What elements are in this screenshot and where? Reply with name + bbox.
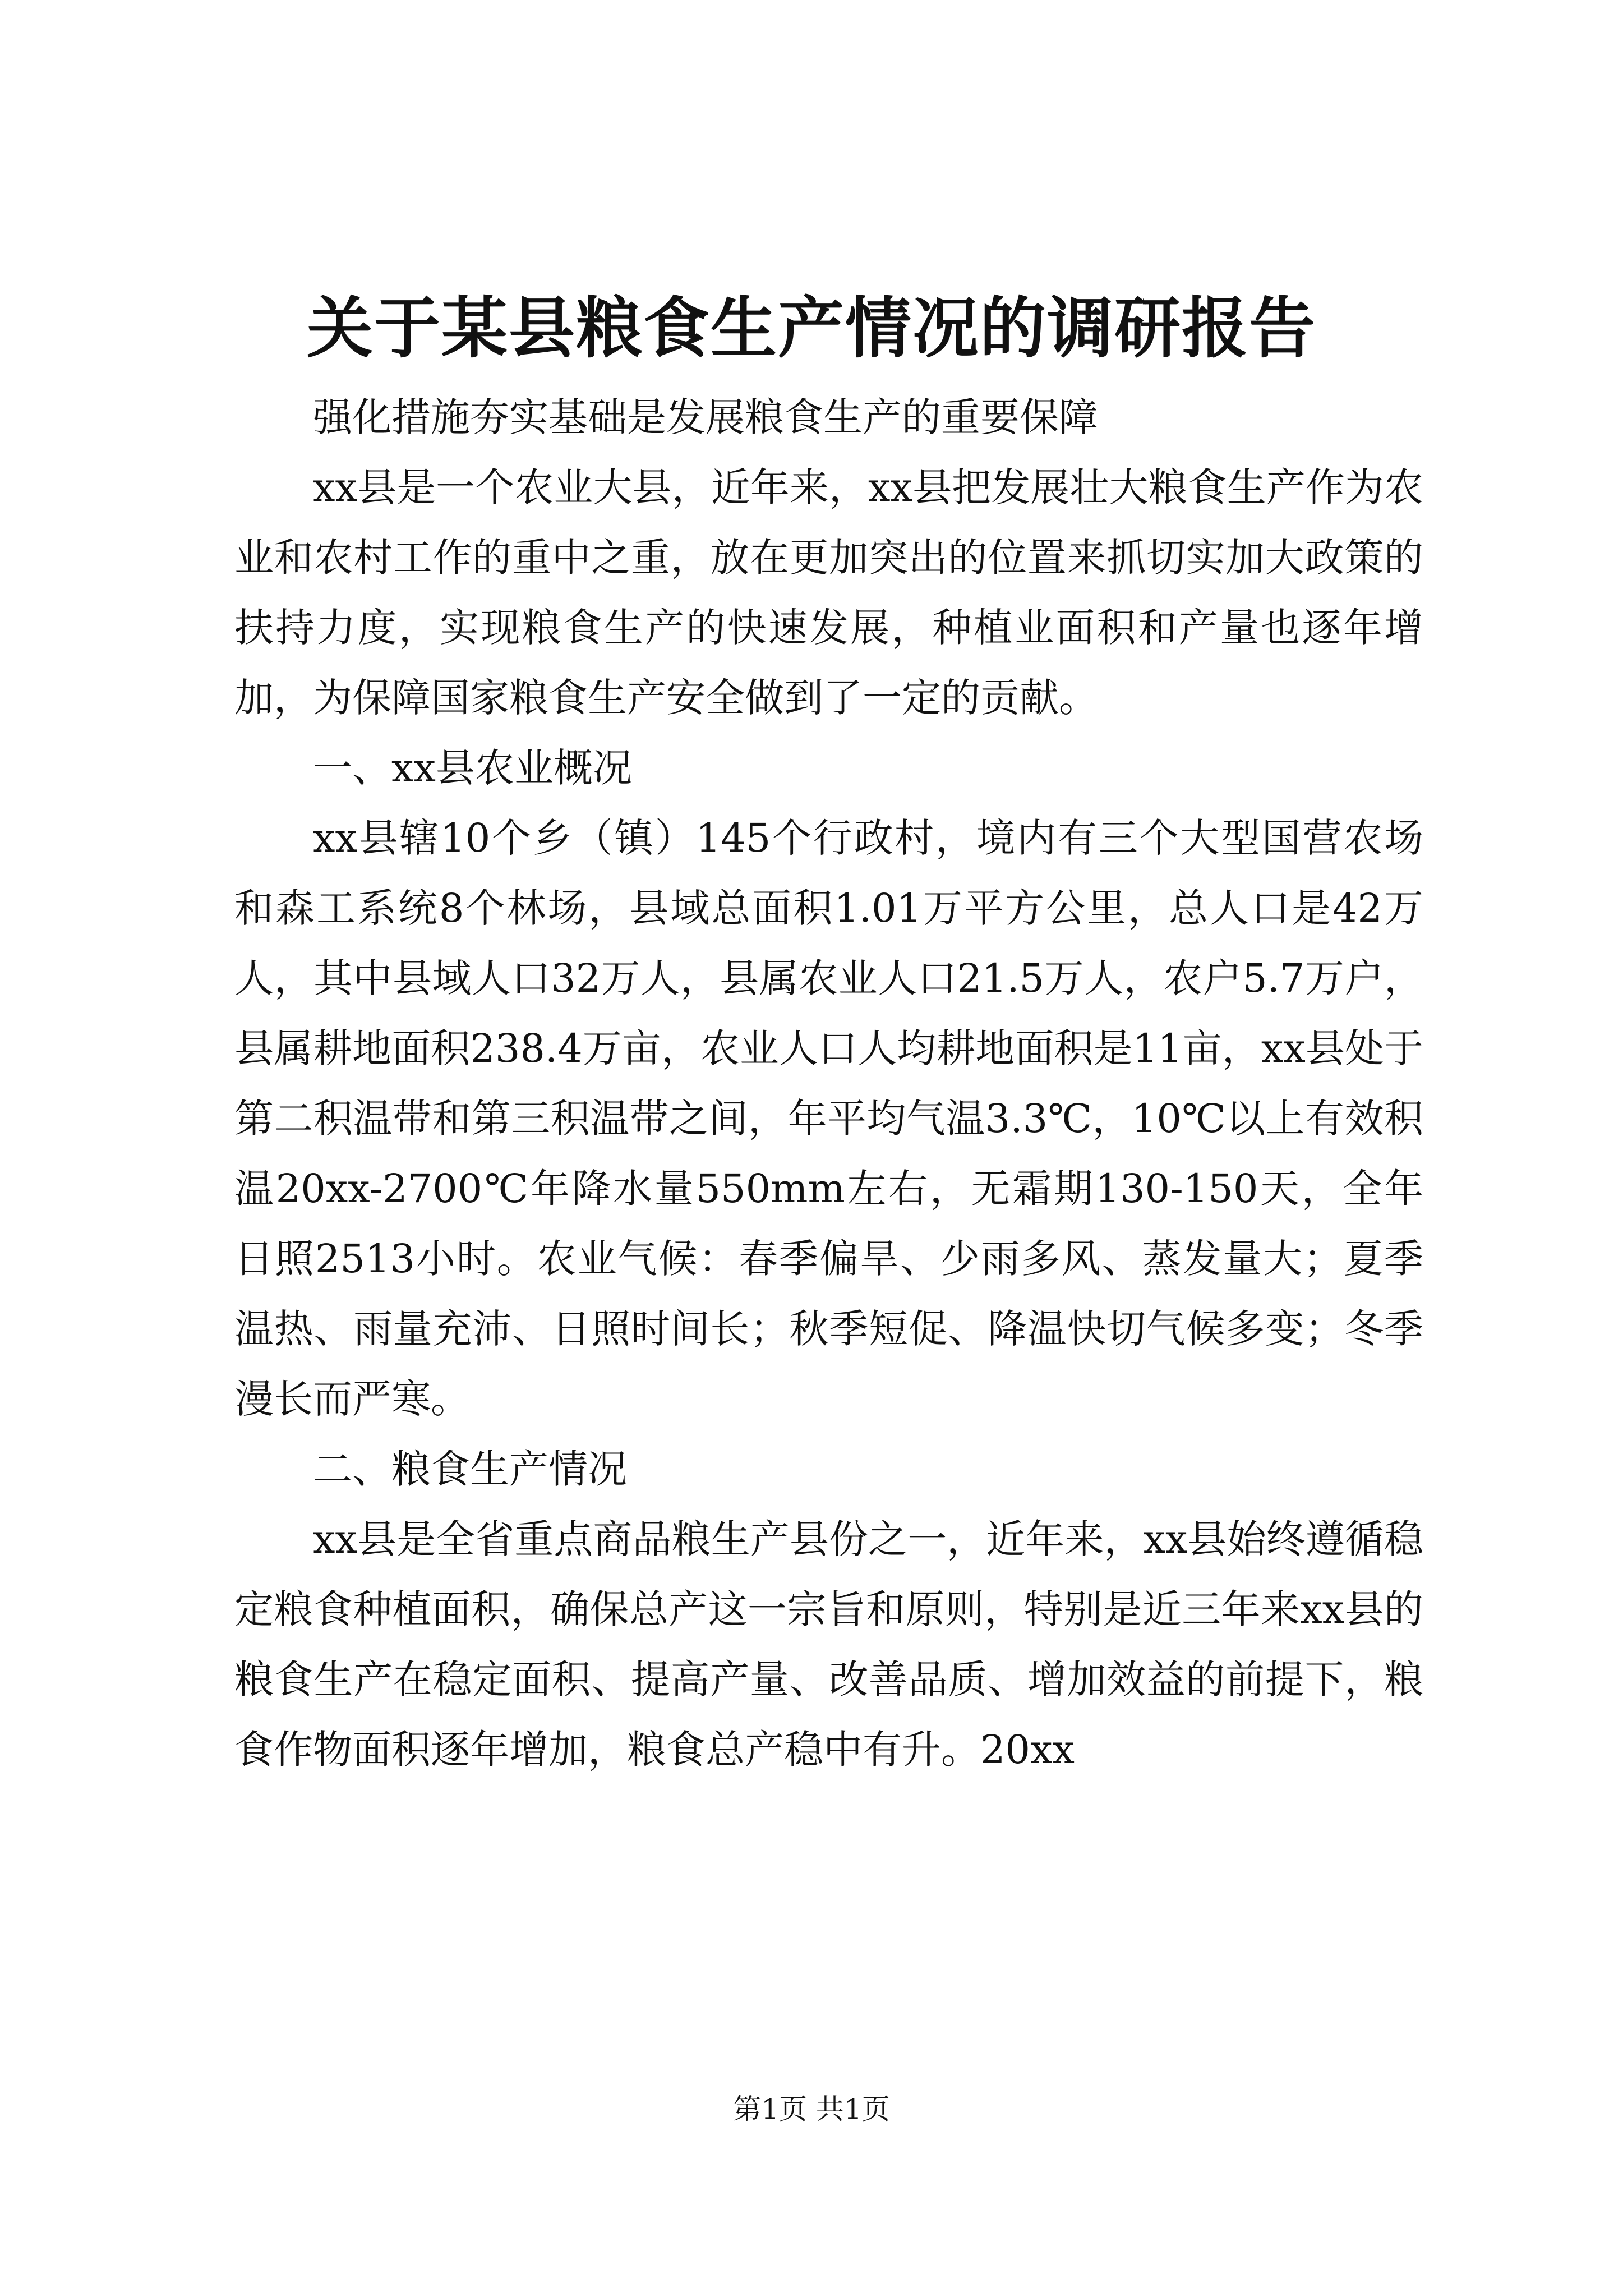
paragraph-grain-production: xx县是全省重点商品粮生产县份之一，近年来，xx县始终遵循稳定粮食种植面积，确保总产这一宗旨和原则，特别是近三年来xx县的粮食生产在稳定面积、提高产量、改善品质、增加效益的前提下，粮食作物面积逐年增加，粮食总产稳中有升。20xx: [234, 1516, 1424, 1773]
page-footer: 第1页 共1页: [733, 2093, 890, 2125]
section-heading-1: 一、xx县农业概况: [313, 745, 632, 791]
paragraph-intro: xx县是一个农业大县，近年来，xx县把发展壮大粮食生产作为农业和农村工作的重中之重，放在更加突出的位置来抓切实加大政策的扶持力度，实现粮食生产的快速发展，种植业面积和产量也逐年增加，为保障国家粮食生产安全做到了一定的贡献。: [234, 464, 1423, 721]
section-heading-2: 二、粮食生产情况: [313, 1446, 627, 1492]
paragraph-agriculture-overview: xx县辖10个乡（镇）145个行政村，境内有三个大型国营农场和森工系统8个林场，县域总面积1.01万平方公里，总人口是42万人，其中县域人口32万人，县属农业人口21.5万人，农户5.7万户，县属耕地面积238.4万亩，农业人口人均耕地面积是11亩，xx县处于第二积温带和第三积温带之间，年平均气温3.3℃，10℃以上有效积温20xx-2700℃年降水量550mm左右，无霜期130-150天，全年日照2513小时。农业气候：春季偏旱、少雨多风、蒸发量大；夏季温热、雨量充沛、日照时间长；秋季短促、降温快切气候多变；冬季漫长而严寒。: [234, 815, 1423, 1422]
paragraph-subtitle: 强化措施夯实基础是发展粮食生产的重要保障: [313, 394, 1098, 440]
document-title: 关于某县粮食生产情况的调研报告: [306, 289, 1316, 367]
document-body: [234, 383, 1423, 1785]
